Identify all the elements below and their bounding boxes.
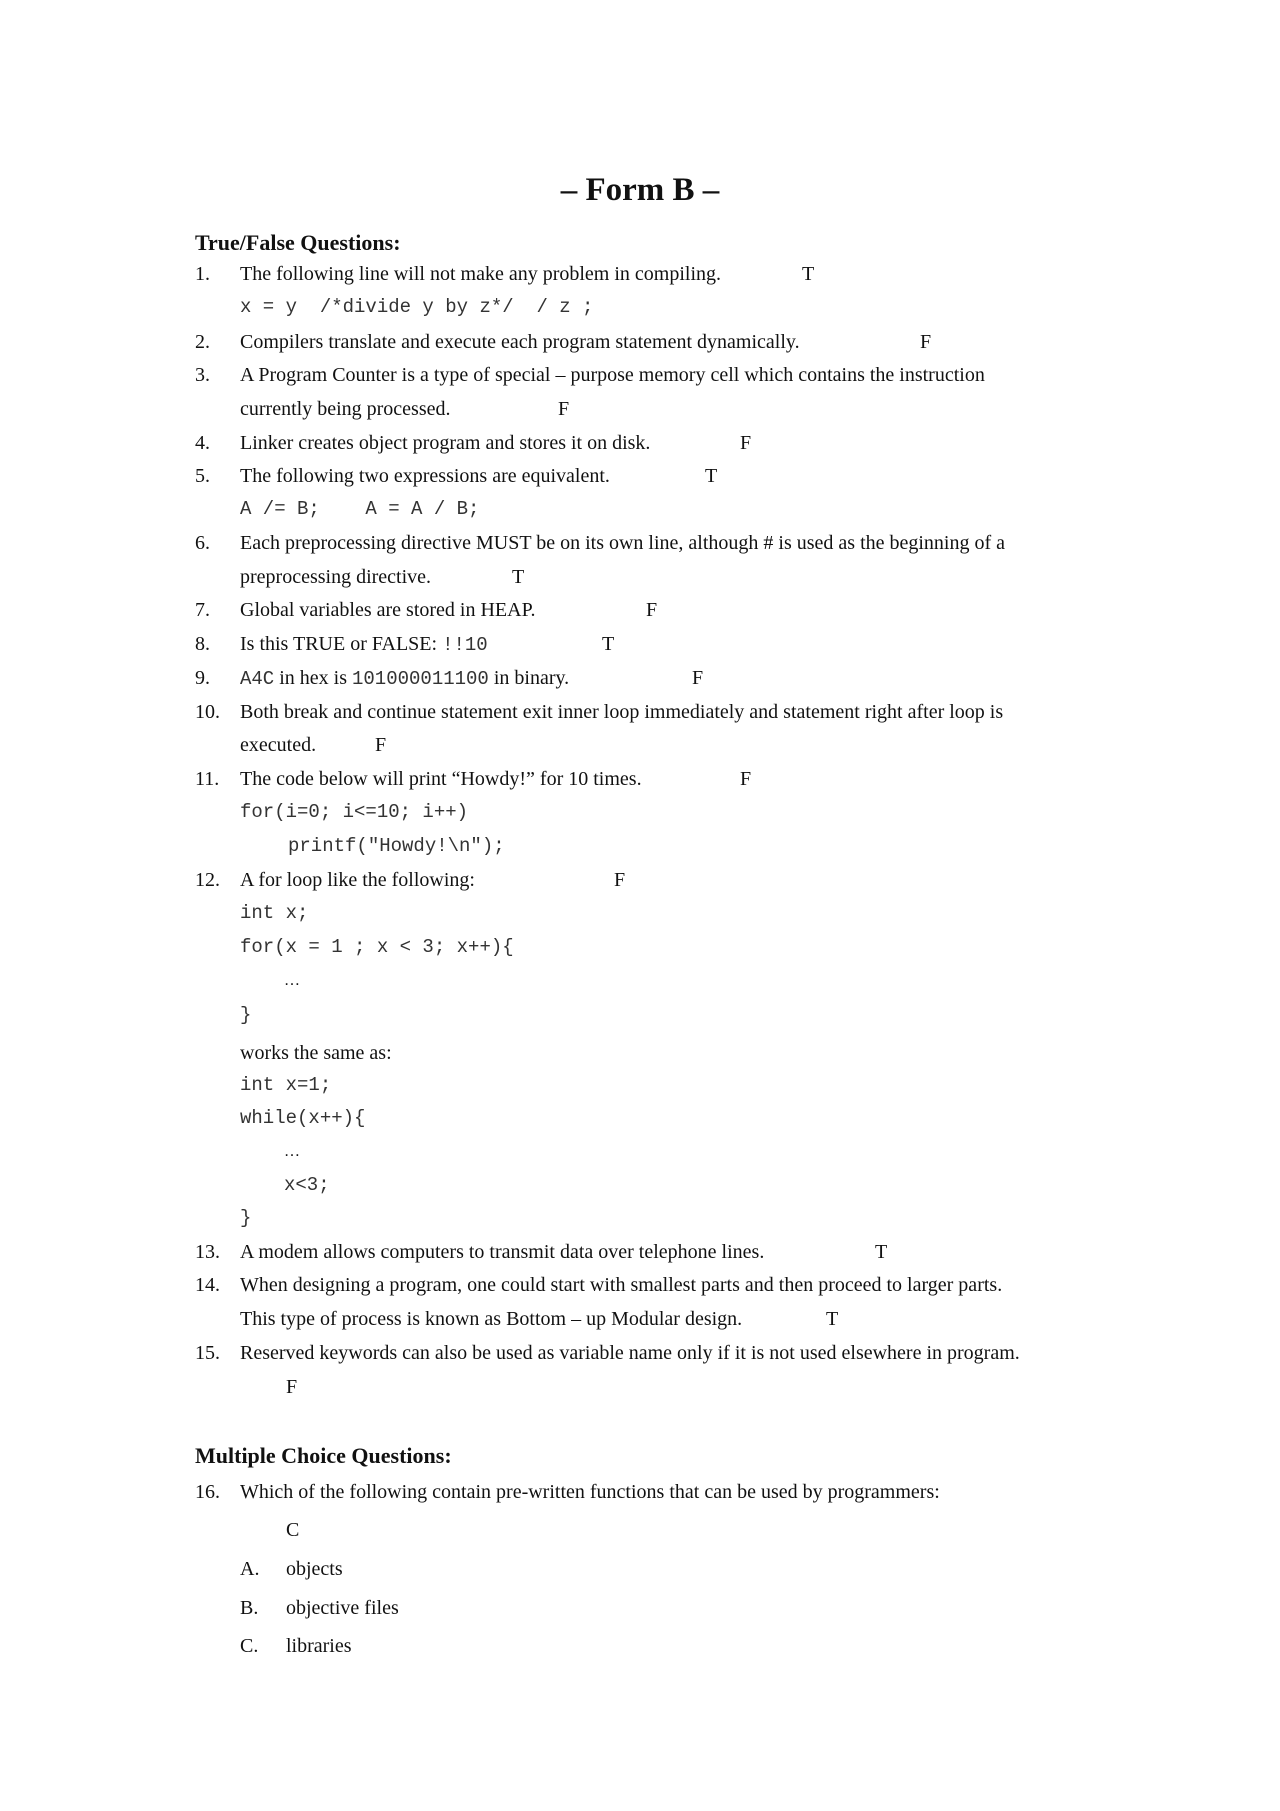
q13-answer: T xyxy=(875,1241,888,1263)
q12-code-line1: int x; xyxy=(240,902,309,924)
q16-option-b-text: objective files xyxy=(286,1597,399,1619)
q14-text-line2: This type of process is known as Bottom – up Modular design. xyxy=(240,1308,743,1330)
q7-number: 7. xyxy=(195,599,210,621)
q9-hex-value: A4C xyxy=(240,668,275,690)
q11-code-line2: printf("Howdy!\n"); xyxy=(288,835,505,857)
q12-middle-text: works the same as: xyxy=(240,1042,392,1064)
q9-binary-value: 101000011100 xyxy=(352,668,489,690)
q1-code: x = y /*divide y by z*/ / z ; xyxy=(240,296,594,318)
q3-number: 3. xyxy=(195,364,210,386)
q1-number: 1. xyxy=(195,263,210,285)
q16-option-c-letter: C. xyxy=(240,1635,259,1657)
q1-text: The following line will not make any problem in compiling. xyxy=(240,263,722,285)
q16-number: 16. xyxy=(195,1481,220,1503)
q12-code-line5: int x=1; xyxy=(240,1074,332,1096)
q15-number: 15. xyxy=(195,1342,220,1364)
q15-answer: F xyxy=(286,1376,298,1398)
q2-text: Compilers translate and execute each program statement dynamically. xyxy=(240,331,800,353)
q3-text-line1: A Program Counter is a type of special – purpose memory cell which contains the instruction xyxy=(240,364,985,386)
q10-text-line1: Both break and continue statement exit inner loop immediately and statement right after loop is xyxy=(240,701,1004,723)
q5-answer: T xyxy=(705,465,718,487)
q16-option-a-text: objects xyxy=(286,1558,343,1580)
q10-number: 10. xyxy=(195,701,220,723)
q11-answer: F xyxy=(740,768,752,790)
q12-code-line2: for(x = 1 ; x < 3; x++){ xyxy=(240,936,514,958)
q2-number: 2. xyxy=(195,331,210,353)
tf-section-title: True/False Questions: xyxy=(195,230,401,255)
q12-code-ellipsis-2: … xyxy=(284,1143,300,1160)
q3-text-line2: currently being processed. xyxy=(240,398,451,420)
q8-text xyxy=(240,629,488,660)
q16-option-c-text: libraries xyxy=(286,1635,352,1657)
q11-text: The code below will print “Howdy!” for 10 times. xyxy=(240,768,642,790)
q4-text: Linker creates object program and stores it on disk. xyxy=(240,432,651,454)
mc-section-title: Multiple Choice Questions: xyxy=(195,1443,452,1468)
q2-answer: F xyxy=(920,331,932,353)
q3-answer: F xyxy=(558,398,570,420)
q16-text: Which of the following contain pre-written functions that can be used by programmers: xyxy=(240,1481,940,1503)
q16-answer: C xyxy=(286,1519,300,1541)
q12-code-ellipsis-1: … xyxy=(284,972,300,989)
q12-answer: F xyxy=(614,869,626,891)
q12-code-line9: } xyxy=(240,1207,252,1229)
q12-number: 12. xyxy=(195,869,220,891)
q10-answer: F xyxy=(375,734,387,756)
q12-code-line8: x<3; xyxy=(284,1174,330,1196)
q14-text-line1: When designing a program, one could start with smallest parts and then proceed to larger parts. xyxy=(240,1274,1003,1296)
q1-answer: T xyxy=(802,263,815,285)
q11-code-line1: for(i=0; i<=10; i++) xyxy=(240,801,469,823)
q14-number: 14. xyxy=(195,1274,220,1296)
q16-option-b-letter: B. xyxy=(240,1597,259,1619)
q9-text xyxy=(240,663,569,694)
q12-code-line6: while(x++){ xyxy=(240,1107,366,1129)
form-title: – Form B – xyxy=(560,172,720,208)
q11-number: 11. xyxy=(195,768,220,790)
q8-text-prefix: Is this TRUE or FALSE: xyxy=(240,633,443,655)
q8-answer: T xyxy=(602,633,615,655)
q12-code-line4: } xyxy=(240,1004,252,1026)
q7-text: Global variables are stored in HEAP. xyxy=(240,599,536,621)
q6-text-line1: Each preprocessing directive MUST be on its own line, although # is used as the beginning of a xyxy=(240,532,1006,554)
q4-answer: F xyxy=(740,432,752,454)
q9-answer: F xyxy=(692,667,704,689)
q5-code: A /= B; A = A / B; xyxy=(240,498,480,520)
q9-text-end: in binary. xyxy=(488,667,570,689)
q6-answer: T xyxy=(512,566,525,588)
q4-number: 4. xyxy=(195,432,210,454)
q9-number: 9. xyxy=(195,667,210,689)
q5-text: The following two expressions are equivalent. xyxy=(240,465,610,487)
q15-text: Reserved keywords can also be used as variable name only if it is not used elsewhere in program. xyxy=(240,1342,1020,1364)
q13-number: 13. xyxy=(195,1241,220,1263)
q7-answer: F xyxy=(646,599,658,621)
q13-text: A modem allows computers to transmit data over telephone lines. xyxy=(240,1241,765,1263)
q6-text-line2: preprocessing directive. xyxy=(240,566,432,588)
q16-option-a-letter: A. xyxy=(240,1558,260,1580)
q9-text-mid: in hex is xyxy=(274,667,352,689)
q14-answer: T xyxy=(826,1308,839,1330)
q8-expression: !!10 xyxy=(442,634,488,656)
q6-number: 6. xyxy=(195,532,210,554)
q8-number: 8. xyxy=(195,633,210,655)
q12-text: A for loop like the following: xyxy=(240,869,475,891)
q5-number: 5. xyxy=(195,465,210,487)
q10-text-line2: executed. xyxy=(240,734,317,756)
